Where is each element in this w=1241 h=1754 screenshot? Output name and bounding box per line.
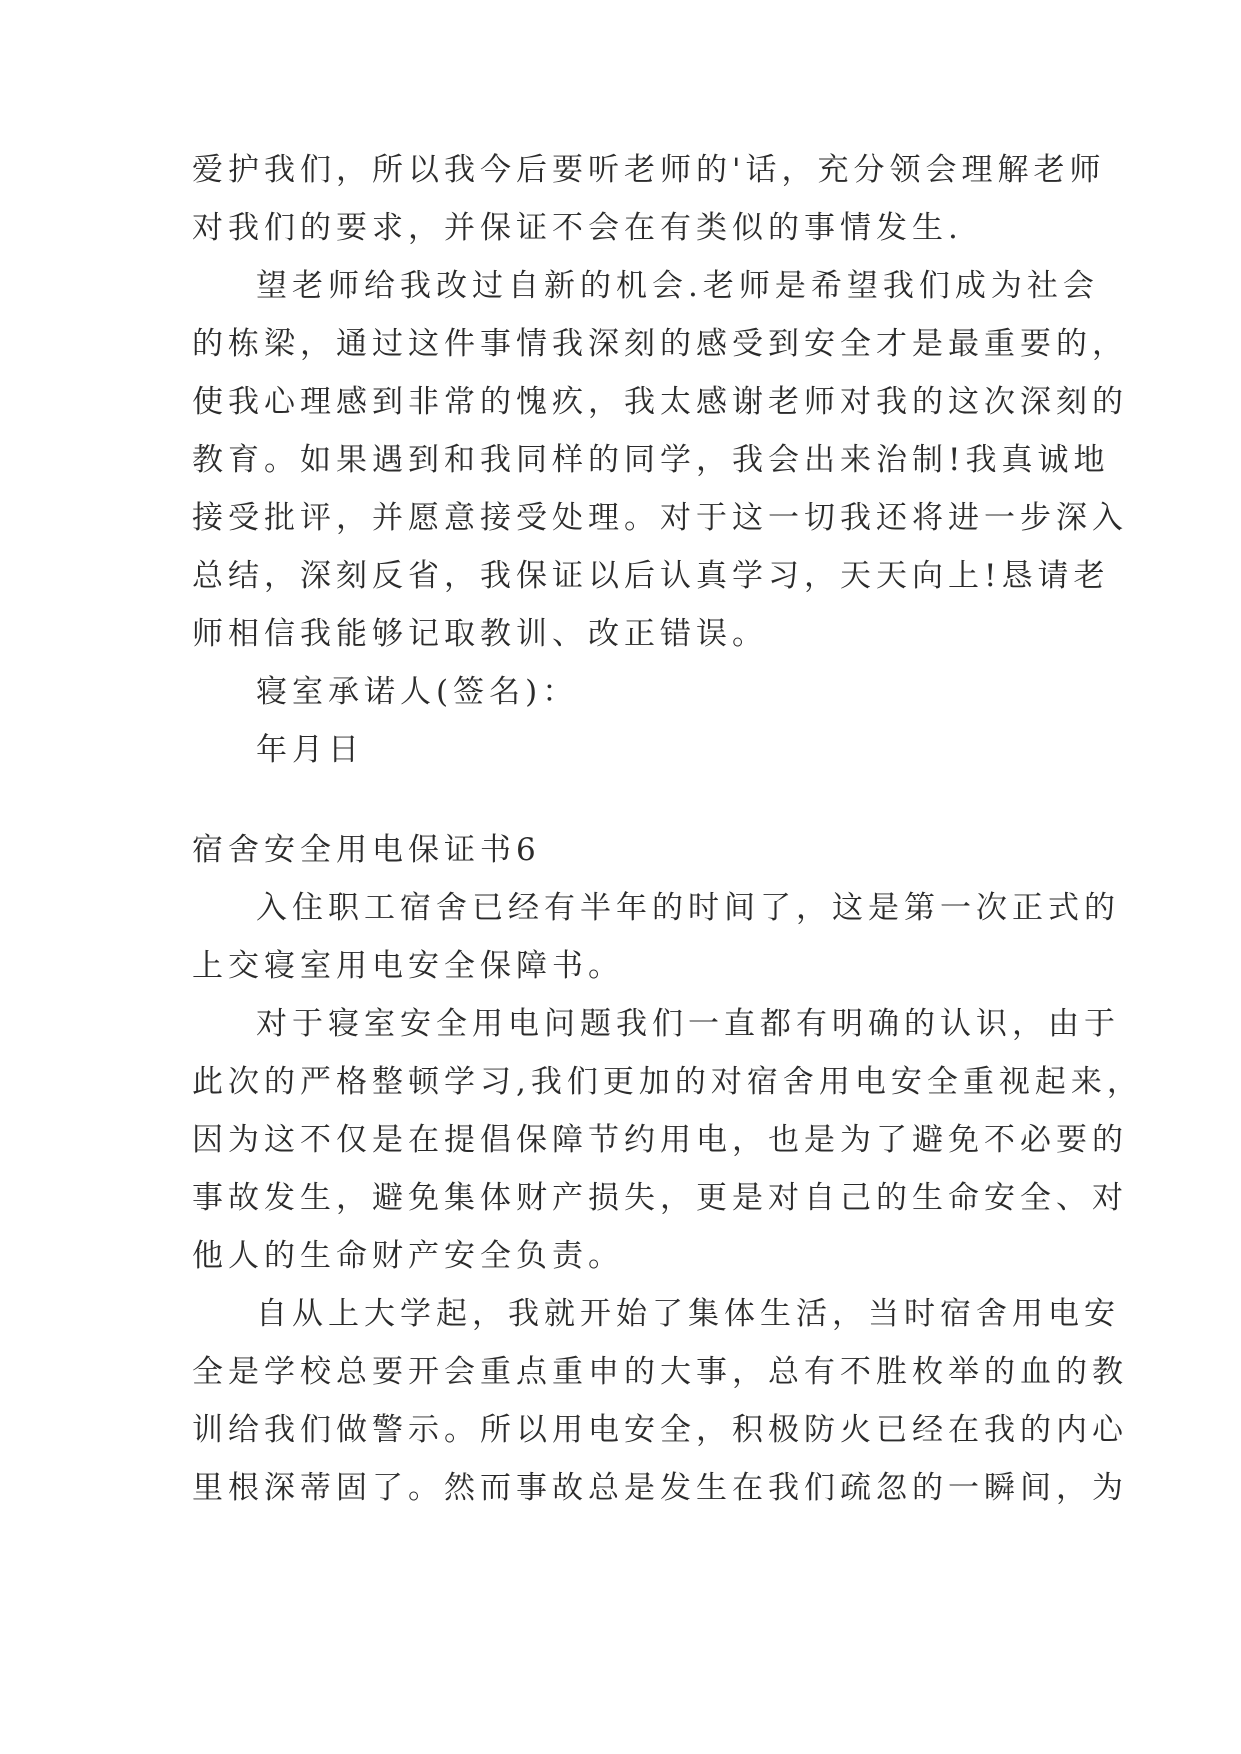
paragraph-start-line: 望老师给我改过自新的机会.老师是希望我们成为社会 [256, 268, 1099, 304]
text-line: 的栋梁，通过这件事情我深刻的感受到安全才是最重要的， [192, 326, 1128, 362]
text-line: 他人的生命财产安全负责。 [192, 1238, 624, 1274]
paragraph-start-line: 自从上大学起，我就开始了集体生活，当时宿舍用电安 [256, 1296, 1120, 1332]
signature-line: 寝室承诺人(签名)： [256, 674, 579, 710]
text-line: 教育。如果遇到和我同样的同学，我会出来治制!我真诚地 [192, 442, 1110, 478]
text-line: 里根深蒂固了。然而事故总是发生在我们疏忽的一瞬间，为 [192, 1470, 1128, 1506]
text-line: 对我们的要求，并保证不会在有类似的事情发生. [192, 210, 963, 246]
date-line: 年月日 [256, 732, 364, 768]
text-line: 此次的严格整顿学习,我们更加的对宿舍用电安全重视起来， [192, 1064, 1143, 1100]
paragraph-start-line: 入住职工宿舍已经有半年的时间了，这是第一次正式的 [256, 890, 1120, 926]
text-line: 上交寝室用电安全保障书。 [192, 948, 624, 984]
text-line: 爱护我们，所以我今后要听老师的'话，充分领会理解老师 [192, 152, 1106, 188]
section-heading: 宿舍安全用电保证书6 [192, 832, 541, 868]
text-line: 训给我们做警示。所以用电安全，积极防火已经在我的内心 [192, 1412, 1128, 1448]
text-line: 总结，深刻反省，我保证以后认真学习，天天向上!恳请老 [192, 558, 1110, 594]
text-line: 全是学校总要开会重点重申的大事，总有不胜枚举的血的教 [192, 1354, 1128, 1390]
text-line: 接受批评，并愿意接受处理。对于这一切我还将进一步深入 [192, 500, 1128, 536]
paragraph-start-line: 对于寝室安全用电问题我们一直都有明确的认识，由于 [256, 1006, 1120, 1042]
text-line: 因为这不仅是在提倡保障节约用电，也是为了避免不必要的 [192, 1122, 1128, 1158]
text-line: 师相信我能够记取教训、改正错误。 [192, 616, 768, 652]
text-line: 使我心理感到非常的愧疚，我太感谢老师对我的这次深刻的 [192, 384, 1128, 420]
text-line: 事故发生，避免集体财产损失，更是对自己的生命安全、对 [192, 1180, 1128, 1216]
